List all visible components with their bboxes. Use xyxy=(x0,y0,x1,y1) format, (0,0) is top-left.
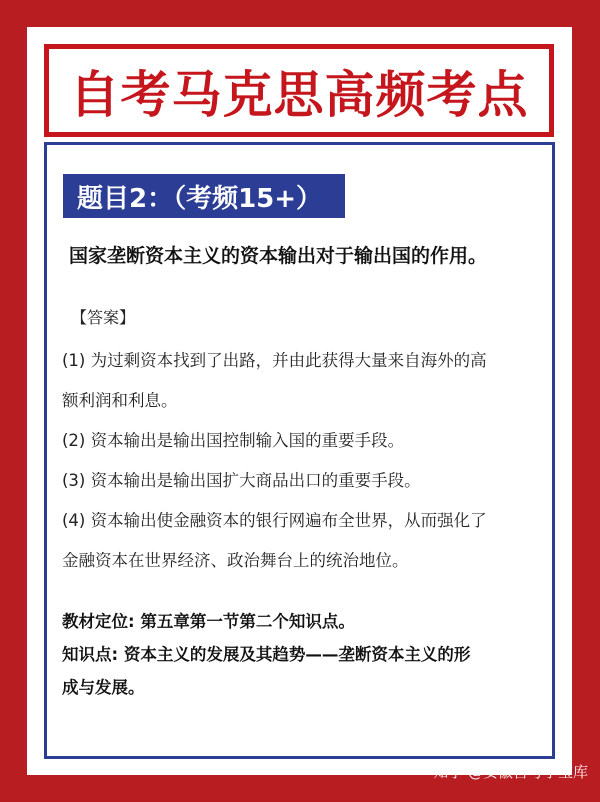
watermark: 知乎 @安徽自考小宝库 xyxy=(433,763,588,781)
document-sheet xyxy=(27,27,572,775)
answer-list xyxy=(62,341,552,581)
answer-line: 额利润和利息。 xyxy=(62,391,178,410)
answer-line: (4) 资本输出使金融资本的银行网遍布全世界，从而强化了 xyxy=(62,511,487,530)
answer-line: (2) 资本输出是输出国控制输入国的重要手段。 xyxy=(62,431,405,450)
title-banner xyxy=(44,44,554,137)
answer-label: 【答案】 xyxy=(71,308,136,327)
question-tag: 题目2：（考频15+） xyxy=(63,174,345,218)
content-panel xyxy=(44,142,555,759)
footer-notes xyxy=(62,605,552,704)
question-text: 国家垄断资本主义的资本输出对于输出国的作用。 xyxy=(69,245,488,267)
answer-line: (3) 资本输出是输出国扩大商品出口的重要手段。 xyxy=(62,471,421,490)
page-title: 自考马克思高频考点 xyxy=(69,65,529,124)
footer-line: 教材定位: 第五章第一节第二个知识点。 xyxy=(62,612,355,631)
answer-line: (1) 为过剩资本找到了出路，并由此获得大量来自海外的高 xyxy=(62,351,487,370)
footer-line: 成与发展。 xyxy=(62,678,145,697)
answer-line: 金融资本在世界经济、政治舞台上的统治地位。 xyxy=(62,551,409,570)
footer-line: 知识点: 资本主义的发展及其趋势——垄断资本主义的形 xyxy=(62,645,471,664)
